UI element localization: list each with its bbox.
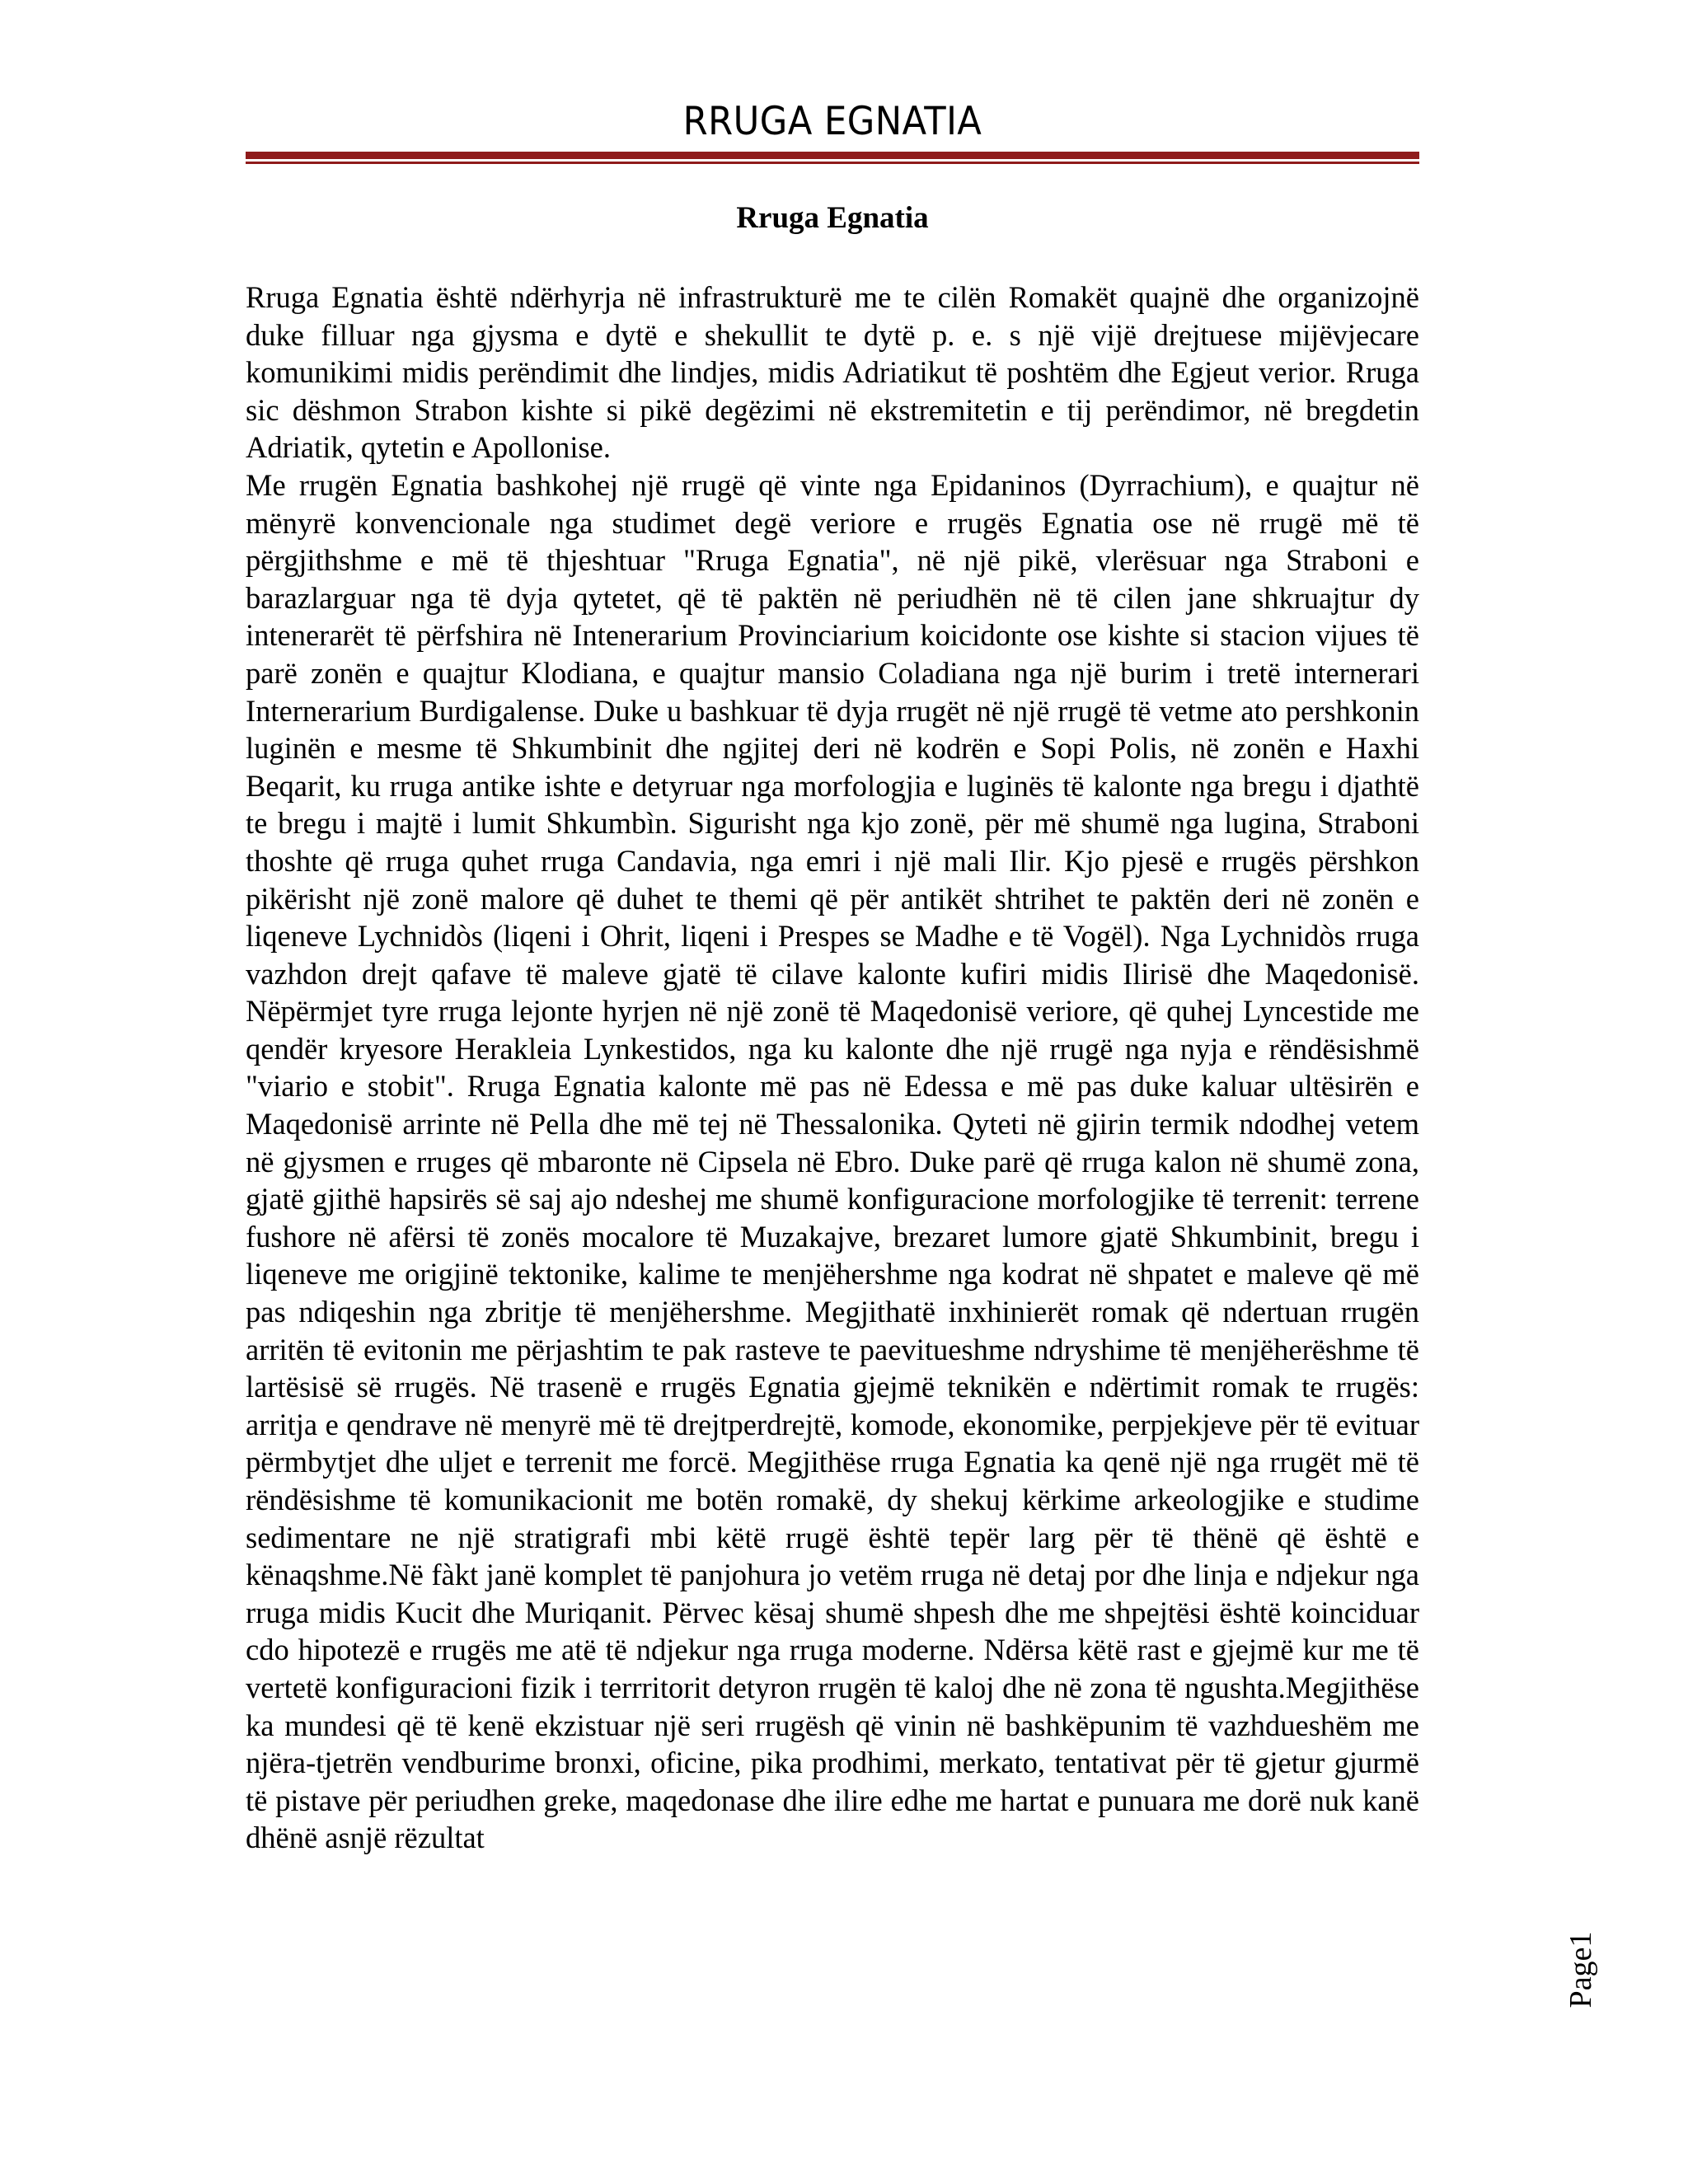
running-header-title: RRUGA EGNATIA bbox=[682, 99, 982, 144]
body-paragraph-1: Rruga Egnatia është ndërhyrja në infrastrukturë me te cilën Romakët quajnë dhe organizojnë duke filluar nga gjysma e dytë e shekullit te dytë p. e. s një vijë drejtuese mijëvjecare komunikimi midis perëndimit dhe lindjes, midis Adriatikut të poshtëm dhe Egjeut verior. Rruga sic dëshmon Strabon kishte si pikë degëzimi në ekstremitetin e tij perëndimor, në bregdetin Adriatik, qytetin e Apollonise. bbox=[246, 280, 1419, 465]
document-body bbox=[246, 279, 1419, 1857]
header-rule-thin-line bbox=[246, 162, 1419, 164]
page-number-label: Page1 bbox=[1564, 1931, 1598, 2008]
document-title: Rruga Egnatia bbox=[736, 201, 929, 235]
body-paragraph-2: Me rrugën Egnatia bashkohej një rrugë që vinte nga Epidaninos (Dyrrachium), e quajtur në mënyrë konvencionale nga studimet degë veriore e rrugës Egnatia ose në rrugë më të përgjithshme e më të thjeshtuar "Rruga Egnatia", në një pikë, vlerësuar nga Straboni e barazlarguar nga të dyja qytetet, që të paktën në periudhën në të cilen jane shkruajtur dy intenerarët të përfshira në Intenerarium Provinciarium koicidonte ose kishte si stacion vijues të parë zonën e quajtur Klodiana, e quajtur mansio Coladiana nga një burim i tretë internerari Internerarium Burdigalense. Duke u bashkuar të dyja rrugët në një rrugë të vetme ato pershkonin luginën e mesme të Shkumbinit dhe ngjitej deri në kodrën e Sopi Polis, në zonën e Haxhi Beqarit, ku rruga antike ishte e detyruar nga morfologjia e luginës të kalonte nga bregu i djathtë te bregu i majtë i lumit Shkumbìn. Sigurisht nga kjo zonë, për më shumë nga lugina, Straboni thoshte që rruga quhet rruga Candavia, nga emri i një mali Ilir. Kjo pjesë e rrugës përshkon pikërisht një zonë malore që duhet te themi që për antikët shtrihet te paktën deri në zonën e liqeneve Lychnidòs (liqeni i Ohrit, liqeni i Prespes se Madhe e të Vogël). Nga Lychnidòs rruga vazhdon drejt qafave të maleve gjatë të cilave kalonte kufiri midis Ilirisë dhe Maqedonisë. Nëpërmjet tyre rruga lejonte hyrjen në një zonë të Maqedonisë veriore, që quhej Lyncestide me qendër kryesore Herakleia Lynkestidos, nga ku kalonte dhe një rrugë nga nyja e rëndësishmë "viario e stobit". Rruga Egnatia kalonte më pas në Edessa e më pas duke kaluar ultësirën e Maqedonisë arrinte në Pella dhe më tej në Thessalonika. Qyteti në gjirin termik ndodhej vetem në gjysmen e rruges që mbaronte në Cipsela në Ebro. Duke parë që rruga kalon në shumë zona, gjatë gjithë hapsirës së saj ajo ndeshej me shumë konfiguracione morfologjike të terrenit: terrene fushore në afërsi të zonës mocalore të Muzakajve, brezaret lumore gjatë Shkumbinit, bregu i liqeneve me origjinë tektonike, kalime te menjëhershme nga kodrat në shpatet e maleve që më pas ndiqeshin nga zbritje të menjëhershme. Megjithatë inxhinierët romak që ndertuan rrugën arritën të evitonin me përjashtim te pak rasteve te paevitueshme ndryshime të menjëherëshme të lartësisë së rrugës. Në trasenë e rrugës Egnatia gjejmë teknikën e ndërtimit romak te rrugës: arritja e qendrave në menyrë më të drejtperdrejtë, komode, ekonomike, perpjekjeve për të evituar përmbytjet dhe uljet e terrenit me forcë. Megjithëse rruga Egnatia ka qenë një nga rrugët më të rëndësishme të komunikacionit me botën romakë, dy shekuj kërkime arkeologjike e studime sedimentare ne një stratigrafi mbi këtë rrugë është tepër larg për të thënë që është e kënaqshme.Në fàkt janë komplet të panjohura jo vetëm rruga në detaj por dhe linja e ndjekur nga rruga midis Kucit dhe Muriqanit. Përvec kësaj shumë shpesh dhe me shpejtësi është koinciduar cdo hipotezë e rrugës me atë të ndjekur nga rruga moderne. Ndërsa këtë rast e gjejmë kur me të vertetë konfiguracioni fizik i terrritorit detyron rrugën të kaloj dhe në zona të ngushta.Megjithëse ka mundesi që të kenë ekzistuar një seri rrugësh që vinin në bashkëpunim të vazhdueshëm me njëra-tjetrën vendburime bronxi, oficine, pika prodhimi, merkato, tentativat për të gjetur gjurmë të pistave për periudhen greke, maqedonase dhe ilire edhe me hartat e punuara me dorë nuk kanë dhënë asnjë rëzultat bbox=[246, 467, 1419, 1855]
header-rule bbox=[246, 152, 1419, 165]
header-rule-thick-line bbox=[246, 152, 1419, 159]
page-number bbox=[1556, 1904, 1606, 2036]
